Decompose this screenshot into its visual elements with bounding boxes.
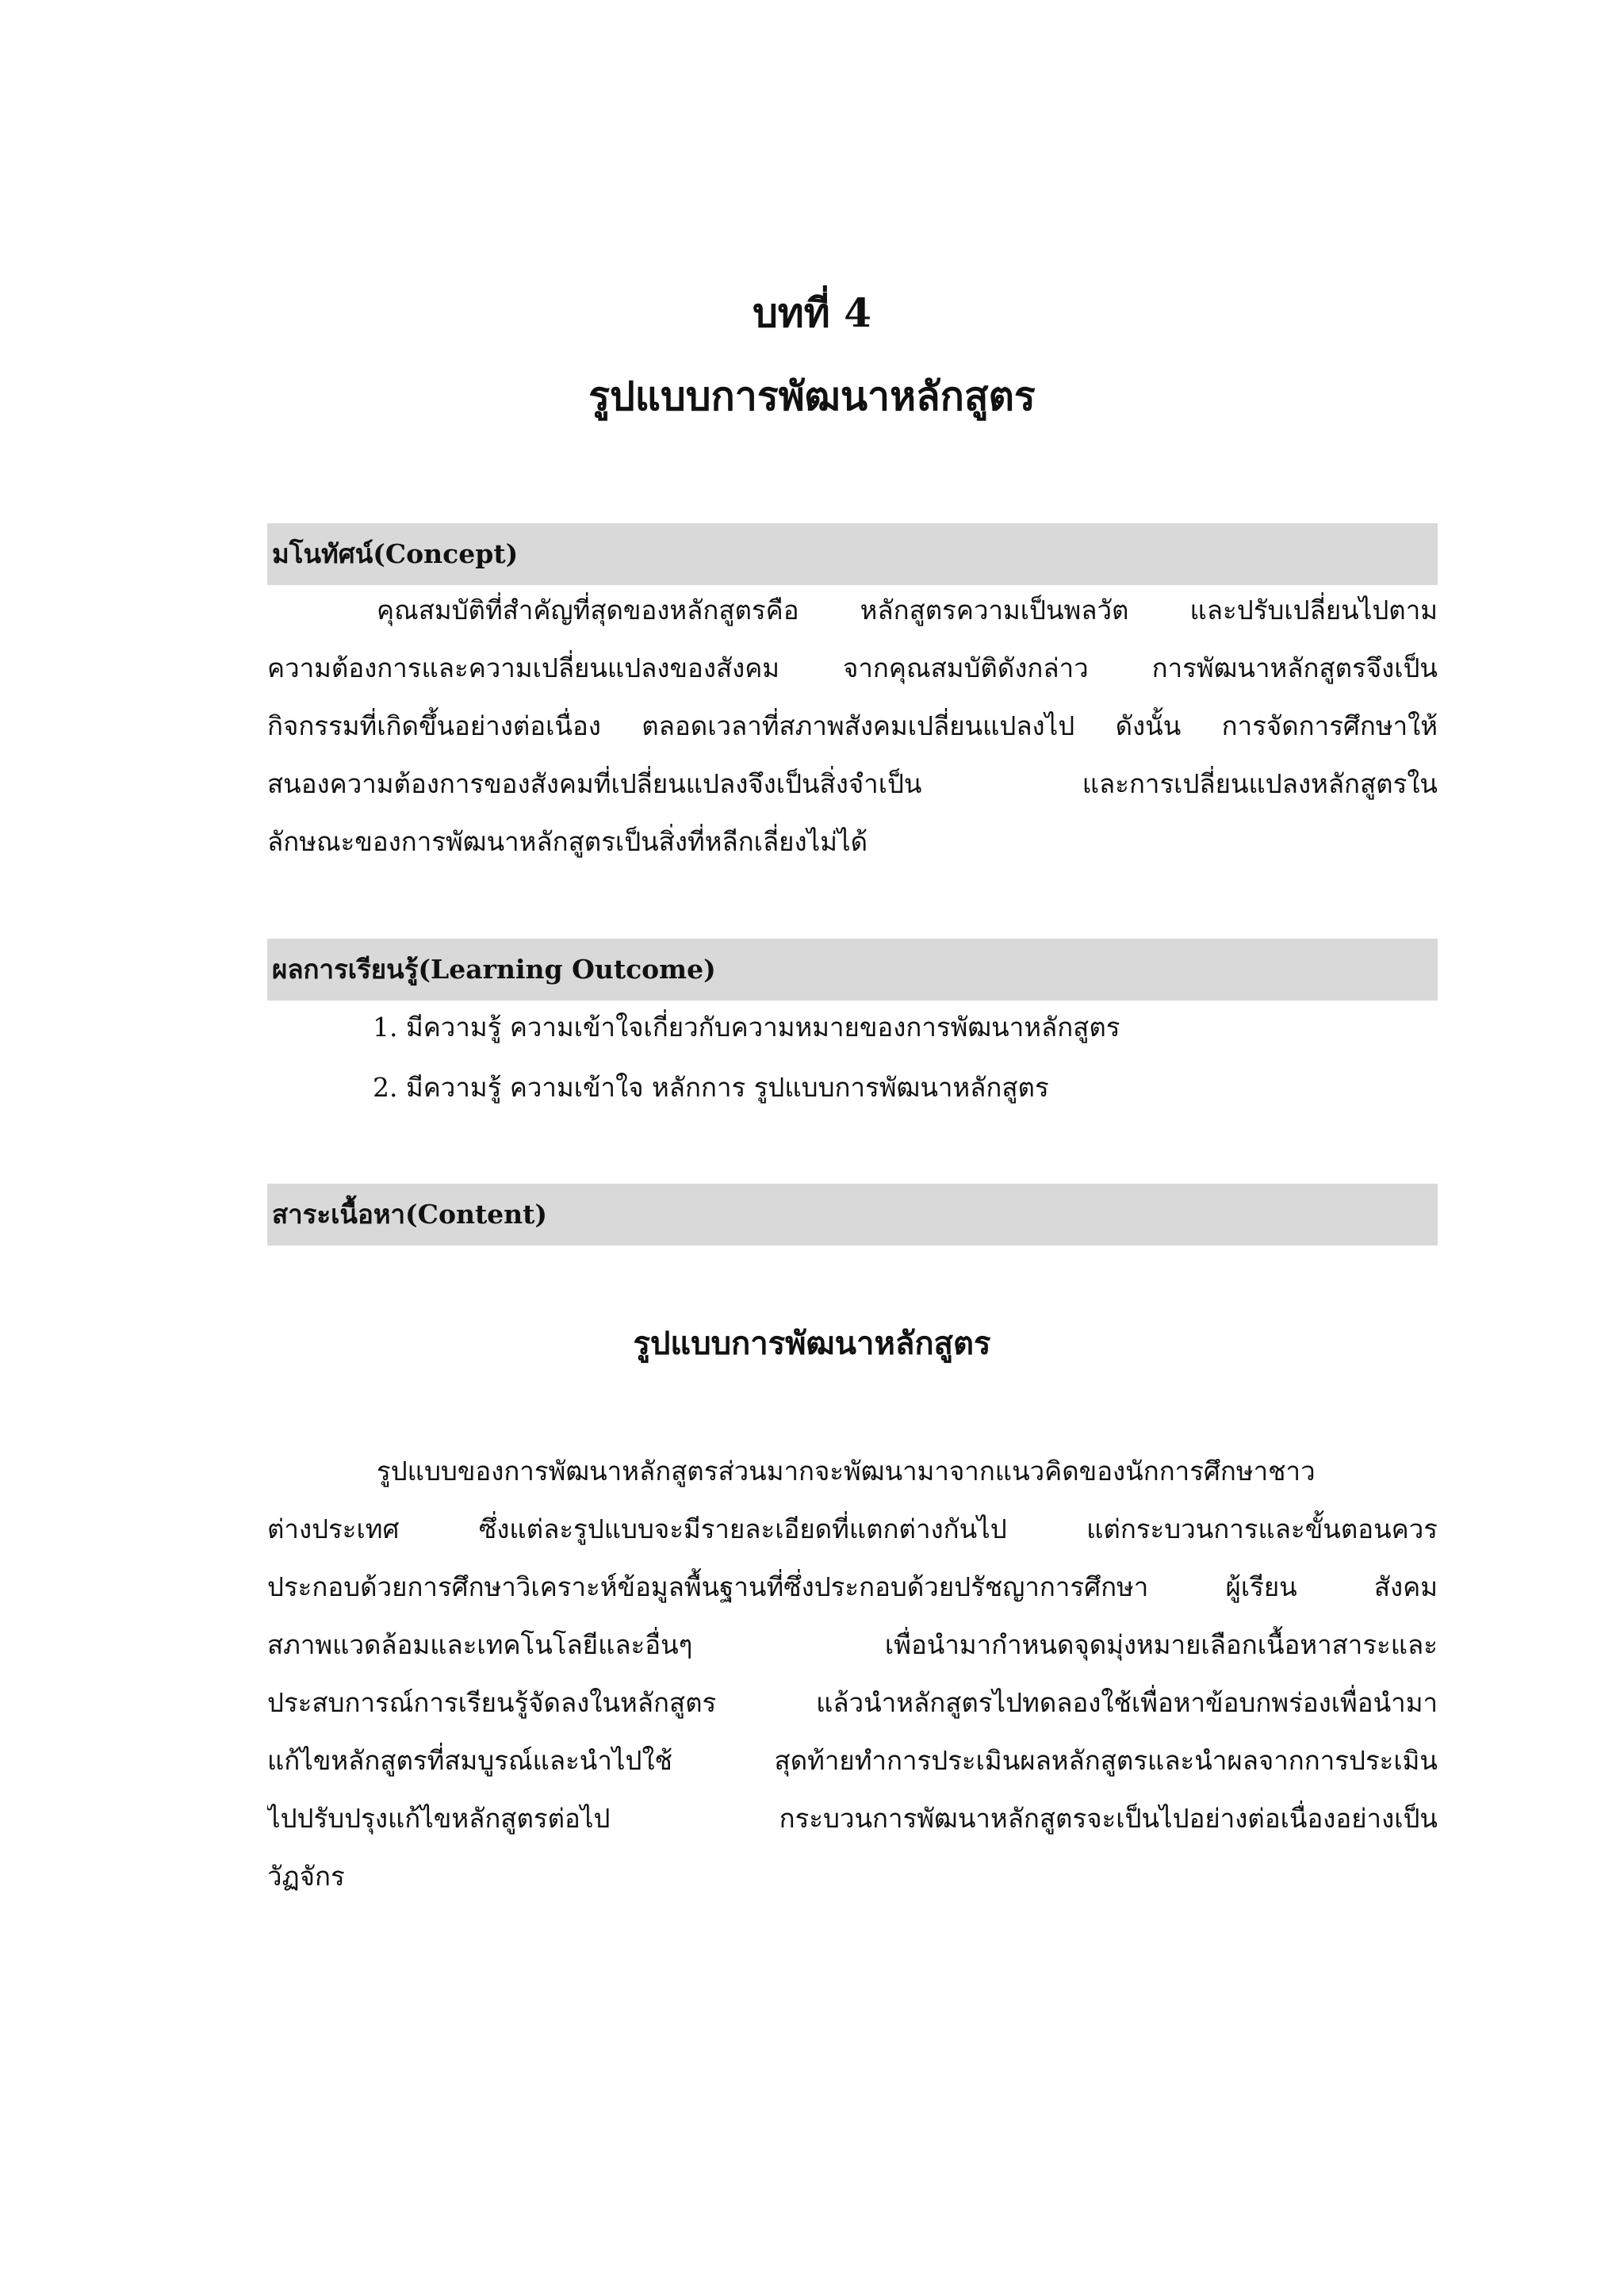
paragraph-line: ประสบการณ์การเรียนรู้จัดลงในหลักสูตร แล้วนำหลักสูตรไปทดลองใช้เพื่อหาข้อบกพร่องเพื่อนำมา	[267, 1687, 1438, 1718]
chapter-number: บทที่ 4	[753, 289, 871, 336]
list-item: 2. มีความรู้ ความเข้าใจ หลักการ รูปแบบการพัฒนาหลักสูตร	[373, 1072, 1049, 1103]
list-item: 1. มีความรู้ ความเข้าใจเกี่ยวกับความหมายของการพัฒนาหลักสูตร	[373, 1012, 1120, 1043]
section-heading-concept: มโนทัศน์(Concept)	[267, 523, 1438, 585]
paragraph-line: รูปแบบของการพัฒนาหลักสูตรส่วนมากจะพัฒนามาจากแนวคิดของนักการศึกษาชาว	[377, 1456, 1316, 1487]
paragraph-line: กิจกรรมที่เกิดขึ้นอย่างต่อเนื่อง ตลอดเวลาที่สภาพสังคมเปลี่ยนแปลงไป ดังนั้น การจัดการศึกษาให้	[267, 710, 1438, 741]
chapter-title: รูปแบบการพัฒนาหลักสูตร	[588, 373, 1036, 419]
content-subheading: รูปแบบการพัฒนาหลักสูตร	[633, 1325, 991, 1362]
section-heading-learning-outcome: ผลการเรียนรู้(Learning Outcome)	[267, 939, 1438, 1001]
paragraph-line: สภาพแวดล้อมและเทคโนโลยีและอื่นๆ เพื่อนำมากำหนดจุดมุ่งหมายเลือกเนื้อหาสาระและ	[267, 1629, 1438, 1660]
learning-outcome-list	[373, 997, 1438, 1118]
paragraph-line: แก้ไขหลักสูตรที่สมบูรณ์และนำไปใช้ สุดท้ายทำการประเมินผลหลักสูตรและนำผลจากการประเมิน	[267, 1745, 1438, 1776]
content-paragraph	[267, 1442, 1438, 1905]
paragraph-line: ความต้องการและความเปลี่ยนแปลงของสังคม จากคุณสมบัติดังกล่าว การพัฒนาหลักสูตรจึงเป็น	[267, 652, 1438, 683]
paragraph-line: ต่างประเทศ ซึ่งแต่ละรูปแบบจะมีรายละเอียดที่แตกต่างกันไป แต่กระบวนการและขั้นตอนควร	[267, 1513, 1438, 1544]
paragraph-line: ลักษณะของการพัฒนาหลักสูตรเป็นสิ่งที่หลีกเลี่ยงไม่ได้	[267, 826, 868, 857]
paragraph-line: ไปปรับปรุงแก้ไขหลักสูตรต่อไป กระบวนการพัฒนาหลักสูตรจะเป็นไปอย่างต่อเนื่องอย่างเป็น	[267, 1803, 1438, 1834]
paragraph-line: วัฏจักร	[267, 1861, 345, 1892]
concept-paragraph	[267, 581, 1438, 871]
paragraph-line: สนองความต้องการของสังคมที่เปลี่ยนแปลงจึงเป็นสิ่งจำเป็น และการเปลี่ยนแปลงหลักสูตรใน	[267, 768, 1438, 799]
paragraph-line: คุณสมบัติที่สำคัญที่สุดของหลักสูตรคือ หลักสูตรความเป็นพลวัต และปรับเปลี่ยนไปตาม	[377, 595, 1438, 626]
paragraph-line: ประกอบด้วยการศึกษาวิเคราะห์ข้อมูลพื้นฐานที่ซึ่งประกอบด้วยปรัชญาการศึกษา ผู้เรียน สังคม	[267, 1571, 1438, 1602]
section-heading-content: สาระเนื้อหา(Content)	[267, 1184, 1438, 1246]
